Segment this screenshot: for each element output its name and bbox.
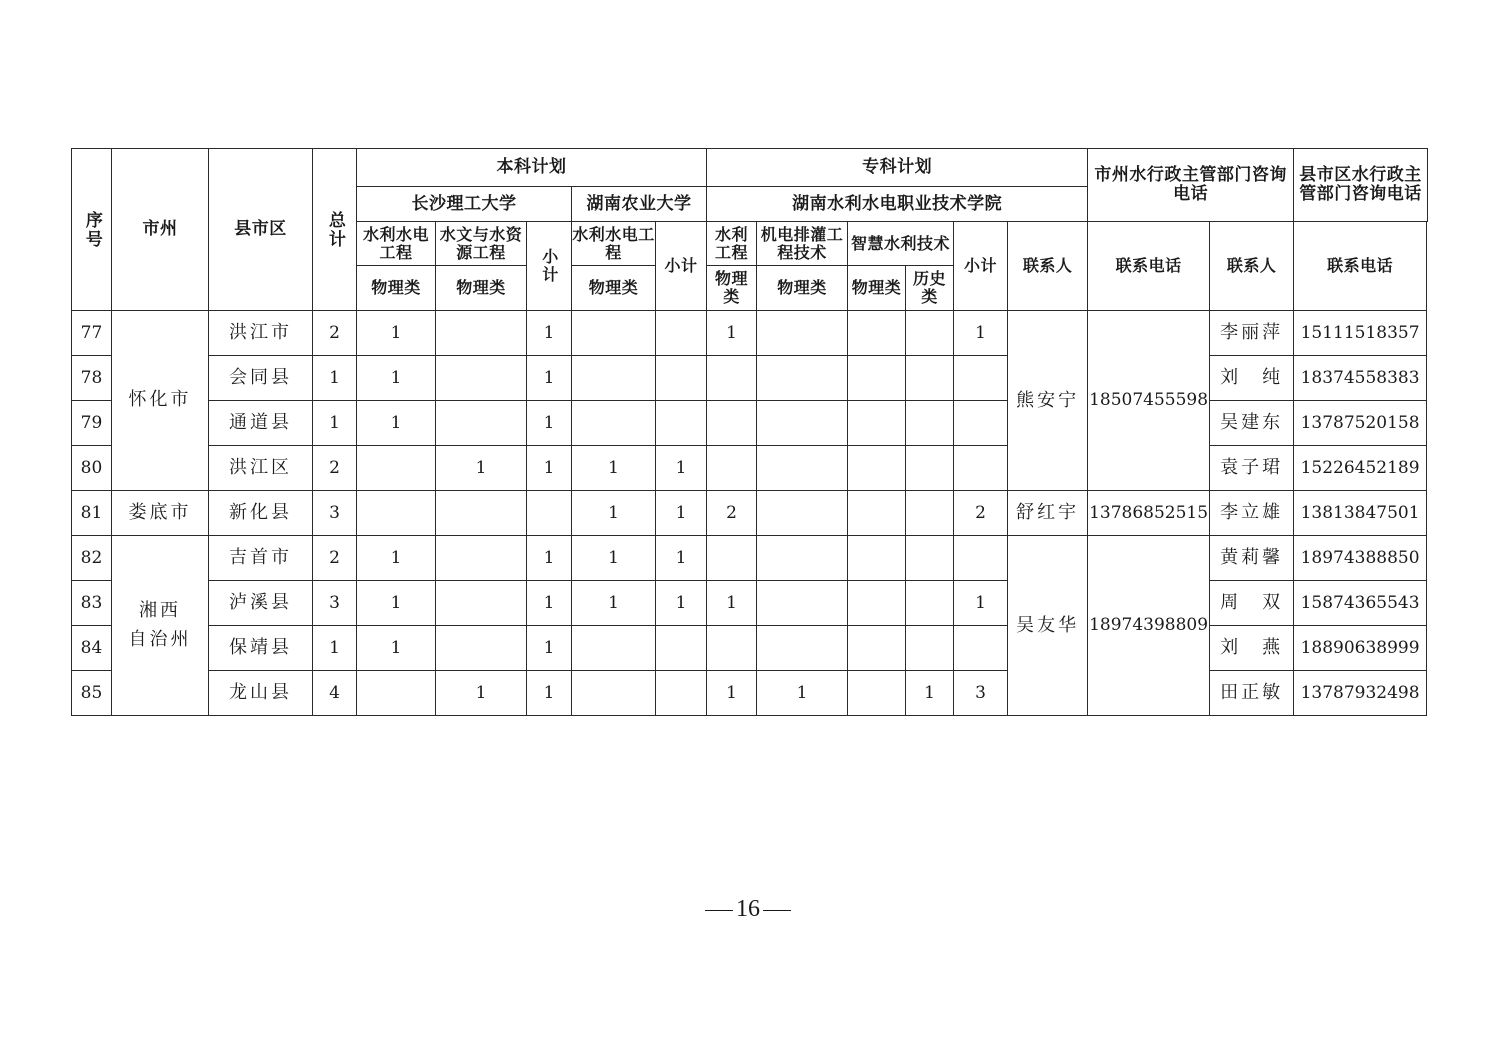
cell-cs-slsd bbox=[357, 446, 436, 491]
cell-zk-jdpg bbox=[757, 311, 848, 356]
cell-hn-sub: 1 bbox=[656, 491, 707, 536]
cell-zk-zhsl-ls bbox=[906, 536, 954, 581]
header-seq: 序号 bbox=[72, 149, 112, 311]
page-number-value: 16 bbox=[736, 896, 760, 922]
cell-hn-sub bbox=[656, 401, 707, 446]
cell-zk-zhsl-wl bbox=[848, 671, 906, 716]
cell-total: 1 bbox=[313, 401, 357, 446]
header-county-contact-person: 联系人 bbox=[1210, 222, 1294, 311]
cell-cs-sub: 1 bbox=[527, 626, 572, 671]
header-physics-slgc: 物理类 bbox=[707, 266, 757, 311]
header-school-slsd: 湖南水利水电职业技术学院 bbox=[707, 187, 1088, 222]
cell-cs-slsd: 1 bbox=[357, 401, 436, 446]
header-undergrad-plan: 本科计划 bbox=[357, 149, 707, 187]
cell-cs-sub: 1 bbox=[527, 536, 572, 581]
cell-total: 3 bbox=[313, 491, 357, 536]
header-subtotal-hnny: 小计 bbox=[656, 222, 707, 311]
cell-zk-zhsl-wl bbox=[848, 401, 906, 446]
header-school-hnny: 湖南农业大学 bbox=[572, 187, 707, 222]
cell-seq: 84 bbox=[72, 626, 112, 671]
city-xiangxi-line2: 自治州 bbox=[128, 628, 192, 650]
table-row bbox=[72, 491, 1428, 536]
cell-city-huaihua: 怀化市 bbox=[112, 311, 209, 491]
cell-hn-slsd: 1 bbox=[572, 446, 656, 491]
cell-seq: 82 bbox=[72, 536, 112, 581]
cell-zk-slgc bbox=[707, 536, 757, 581]
cell-county: 会同县 bbox=[209, 356, 313, 401]
header-city: 市州 bbox=[112, 149, 209, 311]
cell-cs-sub: 1 bbox=[527, 356, 572, 401]
header-physics-cslg-slsd: 物理类 bbox=[357, 266, 436, 311]
cell-hn-slsd bbox=[572, 401, 656, 446]
cell-cs-sub: 1 bbox=[527, 311, 572, 356]
cell-seq: 81 bbox=[72, 491, 112, 536]
cell-zk-jdpg bbox=[757, 536, 848, 581]
cell-zk-zhsl-wl bbox=[848, 626, 906, 671]
cell-hn-sub: 1 bbox=[656, 536, 707, 581]
cell-total: 2 bbox=[313, 311, 357, 356]
city-xiangxi-line1: 湘西 bbox=[139, 599, 181, 621]
header-history-zhsl: 历史类 bbox=[906, 266, 954, 311]
cell-cs-sub: 1 bbox=[527, 401, 572, 446]
cell-zk-zhsl-ls bbox=[906, 401, 954, 446]
cell-cs-swzy: 1 bbox=[436, 671, 527, 716]
cell-zk-slgc: 1 bbox=[707, 671, 757, 716]
table-row bbox=[72, 626, 1428, 671]
header-city-contact-phone: 联系电话 bbox=[1088, 222, 1210, 311]
cell-zk-zhsl-wl bbox=[848, 446, 906, 491]
quota-table bbox=[71, 148, 1428, 716]
cell-county: 龙山县 bbox=[209, 671, 313, 716]
cell-zk-jdpg bbox=[757, 356, 848, 401]
cell-city-contact-xiangxi: 吴友华 bbox=[1008, 536, 1088, 716]
cell-cs-slsd: 1 bbox=[357, 626, 436, 671]
cell-county-phone: 15874365543 bbox=[1294, 581, 1427, 626]
page-number-dash-right bbox=[763, 910, 791, 911]
header-physics-hnny: 物理类 bbox=[572, 266, 656, 311]
cell-city-contact-huaihua: 熊安宁 bbox=[1008, 311, 1088, 491]
header-major-swzy: 水文与水资源工程 bbox=[436, 222, 527, 266]
cell-county: 新化县 bbox=[209, 491, 313, 536]
table-header bbox=[72, 149, 1428, 311]
cell-county-contact: 吴建东 bbox=[1210, 401, 1294, 446]
cell-zk-slgc bbox=[707, 401, 757, 446]
cell-county: 保靖县 bbox=[209, 626, 313, 671]
cell-city-phone-huaihua: 18507455598 bbox=[1088, 311, 1210, 491]
cell-zk-zhsl-wl bbox=[848, 356, 906, 401]
cell-county-phone: 15111518357 bbox=[1294, 311, 1427, 356]
cell-county-phone: 18974388850 bbox=[1294, 536, 1427, 581]
cell-zk-jdpg bbox=[757, 446, 848, 491]
cell-hn-sub bbox=[656, 356, 707, 401]
header-physics-jdpg: 物理类 bbox=[757, 266, 848, 311]
cell-zk-sub bbox=[954, 401, 1008, 446]
cell-county: 洪江区 bbox=[209, 446, 313, 491]
cell-seq: 79 bbox=[72, 401, 112, 446]
cell-zk-slgc: 2 bbox=[707, 491, 757, 536]
cell-city-loudi: 娄底市 bbox=[112, 491, 209, 536]
cell-cs-sub: 1 bbox=[527, 581, 572, 626]
cell-city-xiangxi bbox=[112, 536, 209, 716]
table-body bbox=[72, 311, 1428, 716]
cell-county-phone: 18374558383 bbox=[1294, 356, 1427, 401]
cell-county-contact: 刘 燕 bbox=[1210, 626, 1294, 671]
header-county-contact-title: 县市区水行政主管部门咨询电话 bbox=[1294, 149, 1428, 222]
cell-cs-swzy bbox=[436, 626, 527, 671]
header-subtotal-college: 小计 bbox=[954, 222, 1008, 311]
cell-zk-sub: 1 bbox=[954, 581, 1008, 626]
cell-zk-sub: 1 bbox=[954, 311, 1008, 356]
header-subtotal-cslg: 小计 bbox=[527, 222, 572, 311]
cell-city-phone-loudi: 13786852515 bbox=[1088, 491, 1210, 536]
cell-zk-slgc bbox=[707, 626, 757, 671]
cell-seq: 78 bbox=[72, 356, 112, 401]
cell-cs-swzy bbox=[436, 356, 527, 401]
cell-county-contact: 袁子珺 bbox=[1210, 446, 1294, 491]
cell-zk-zhsl-ls bbox=[906, 311, 954, 356]
cell-cs-swzy bbox=[436, 536, 527, 581]
cell-zk-slgc bbox=[707, 446, 757, 491]
cell-county-contact: 李立雄 bbox=[1210, 491, 1294, 536]
cell-hn-sub bbox=[656, 626, 707, 671]
cell-cs-swzy bbox=[436, 401, 527, 446]
header-physics-cslg-swzy: 物理类 bbox=[436, 266, 527, 311]
cell-cs-slsd bbox=[357, 671, 436, 716]
header-city-contact-title: 市州水行政主管部门咨询电话 bbox=[1088, 149, 1294, 222]
cell-zk-sub bbox=[954, 356, 1008, 401]
cell-zk-sub bbox=[954, 446, 1008, 491]
cell-county-contact: 李丽萍 bbox=[1210, 311, 1294, 356]
header-college-plan: 专科计划 bbox=[707, 149, 1088, 187]
header-school-cslg: 长沙理工大学 bbox=[357, 187, 572, 222]
cell-hn-sub bbox=[656, 671, 707, 716]
cell-zk-sub: 3 bbox=[954, 671, 1008, 716]
header-physics-zhsl: 物理类 bbox=[848, 266, 906, 311]
cell-hn-slsd bbox=[572, 626, 656, 671]
cell-seq: 80 bbox=[72, 446, 112, 491]
cell-cs-slsd: 1 bbox=[357, 581, 436, 626]
cell-zk-zhsl-ls bbox=[906, 446, 954, 491]
page-number-dash-left bbox=[705, 910, 733, 911]
table-row bbox=[72, 401, 1428, 446]
cell-hn-sub bbox=[656, 311, 707, 356]
cell-zk-sub: 2 bbox=[954, 491, 1008, 536]
cell-total: 2 bbox=[313, 446, 357, 491]
table-row bbox=[72, 581, 1428, 626]
cell-zk-zhsl-ls bbox=[906, 356, 954, 401]
cell-zk-zhsl-ls: 1 bbox=[906, 671, 954, 716]
cell-total: 3 bbox=[313, 581, 357, 626]
cell-hn-sub: 1 bbox=[656, 446, 707, 491]
cell-zk-zhsl-wl bbox=[848, 536, 906, 581]
cell-zk-slgc bbox=[707, 356, 757, 401]
header-city-contact-person: 联系人 bbox=[1008, 222, 1088, 311]
cell-county-phone: 13813847501 bbox=[1294, 491, 1427, 536]
cell-cs-swzy bbox=[436, 581, 527, 626]
cell-cs-swzy bbox=[436, 311, 527, 356]
cell-seq: 85 bbox=[72, 671, 112, 716]
table-row bbox=[72, 446, 1428, 491]
cell-county: 吉首市 bbox=[209, 536, 313, 581]
cell-cs-slsd: 1 bbox=[357, 356, 436, 401]
table-row bbox=[72, 356, 1428, 401]
cell-zk-zhsl-ls bbox=[906, 491, 954, 536]
cell-cs-sub bbox=[527, 491, 572, 536]
header-major-slgc: 水利工程 bbox=[707, 222, 757, 266]
cell-city-phone-xiangxi: 18974398809 bbox=[1088, 536, 1210, 716]
cell-hn-sub: 1 bbox=[656, 581, 707, 626]
cell-county: 通道县 bbox=[209, 401, 313, 446]
cell-zk-zhsl-wl bbox=[848, 311, 906, 356]
cell-hn-slsd: 1 bbox=[572, 581, 656, 626]
header-major-slsd-eng: 水利水电工程 bbox=[357, 222, 436, 266]
cell-seq: 77 bbox=[72, 311, 112, 356]
cell-county-contact: 田正敏 bbox=[1210, 671, 1294, 716]
cell-zk-slgc: 1 bbox=[707, 311, 757, 356]
cell-county-contact: 黄莉馨 bbox=[1210, 536, 1294, 581]
cell-zk-jdpg: 1 bbox=[757, 671, 848, 716]
cell-zk-jdpg bbox=[757, 401, 848, 446]
header-major-zhsl: 智慧水利技术 bbox=[848, 222, 954, 266]
cell-zk-sub bbox=[954, 626, 1008, 671]
cell-total: 1 bbox=[313, 626, 357, 671]
cell-total: 2 bbox=[313, 536, 357, 581]
cell-cs-sub: 1 bbox=[527, 446, 572, 491]
cell-county-contact: 周 双 bbox=[1210, 581, 1294, 626]
cell-city-contact-loudi: 舒红宇 bbox=[1008, 491, 1088, 536]
cell-seq: 83 bbox=[72, 581, 112, 626]
cell-hn-slsd: 1 bbox=[572, 536, 656, 581]
cell-zk-zhsl-ls bbox=[906, 581, 954, 626]
cell-county-phone: 13787520158 bbox=[1294, 401, 1427, 446]
cell-zk-zhsl-wl bbox=[848, 491, 906, 536]
cell-zk-jdpg bbox=[757, 491, 848, 536]
table-row bbox=[72, 671, 1428, 716]
cell-hn-slsd: 1 bbox=[572, 491, 656, 536]
cell-cs-slsd: 1 bbox=[357, 311, 436, 356]
header-major-jdpg: 机电排灌工程技术 bbox=[757, 222, 848, 266]
header-county: 县市区 bbox=[209, 149, 313, 311]
cell-county: 泸溪县 bbox=[209, 581, 313, 626]
header-total: 总计 bbox=[313, 149, 357, 311]
cell-zk-zhsl-wl bbox=[848, 581, 906, 626]
cell-total: 1 bbox=[313, 356, 357, 401]
cell-cs-swzy bbox=[436, 491, 527, 536]
header-county-contact-phone: 联系电话 bbox=[1294, 222, 1427, 311]
cell-county-phone: 18890638999 bbox=[1294, 626, 1427, 671]
table-row bbox=[72, 311, 1428, 356]
cell-cs-slsd: 1 bbox=[357, 536, 436, 581]
cell-zk-jdpg bbox=[757, 626, 848, 671]
cell-hn-slsd bbox=[572, 356, 656, 401]
cell-zk-sub bbox=[954, 536, 1008, 581]
header-major-hnny-slsd: 水利水电工程 bbox=[572, 222, 656, 266]
cell-cs-slsd bbox=[357, 491, 436, 536]
cell-county-contact: 刘 纯 bbox=[1210, 356, 1294, 401]
cell-cs-sub: 1 bbox=[527, 671, 572, 716]
cell-hn-slsd bbox=[572, 671, 656, 716]
cell-county: 洪江市 bbox=[209, 311, 313, 356]
cell-zk-slgc: 1 bbox=[707, 581, 757, 626]
cell-total: 4 bbox=[313, 671, 357, 716]
page-number bbox=[0, 896, 1496, 923]
cell-county-phone: 13787932498 bbox=[1294, 671, 1427, 716]
cell-county-phone: 15226452189 bbox=[1294, 446, 1427, 491]
cell-zk-jdpg bbox=[757, 581, 848, 626]
cell-hn-slsd bbox=[572, 311, 656, 356]
cell-zk-zhsl-ls bbox=[906, 626, 954, 671]
table-row bbox=[72, 536, 1428, 581]
cell-cs-swzy: 1 bbox=[436, 446, 527, 491]
